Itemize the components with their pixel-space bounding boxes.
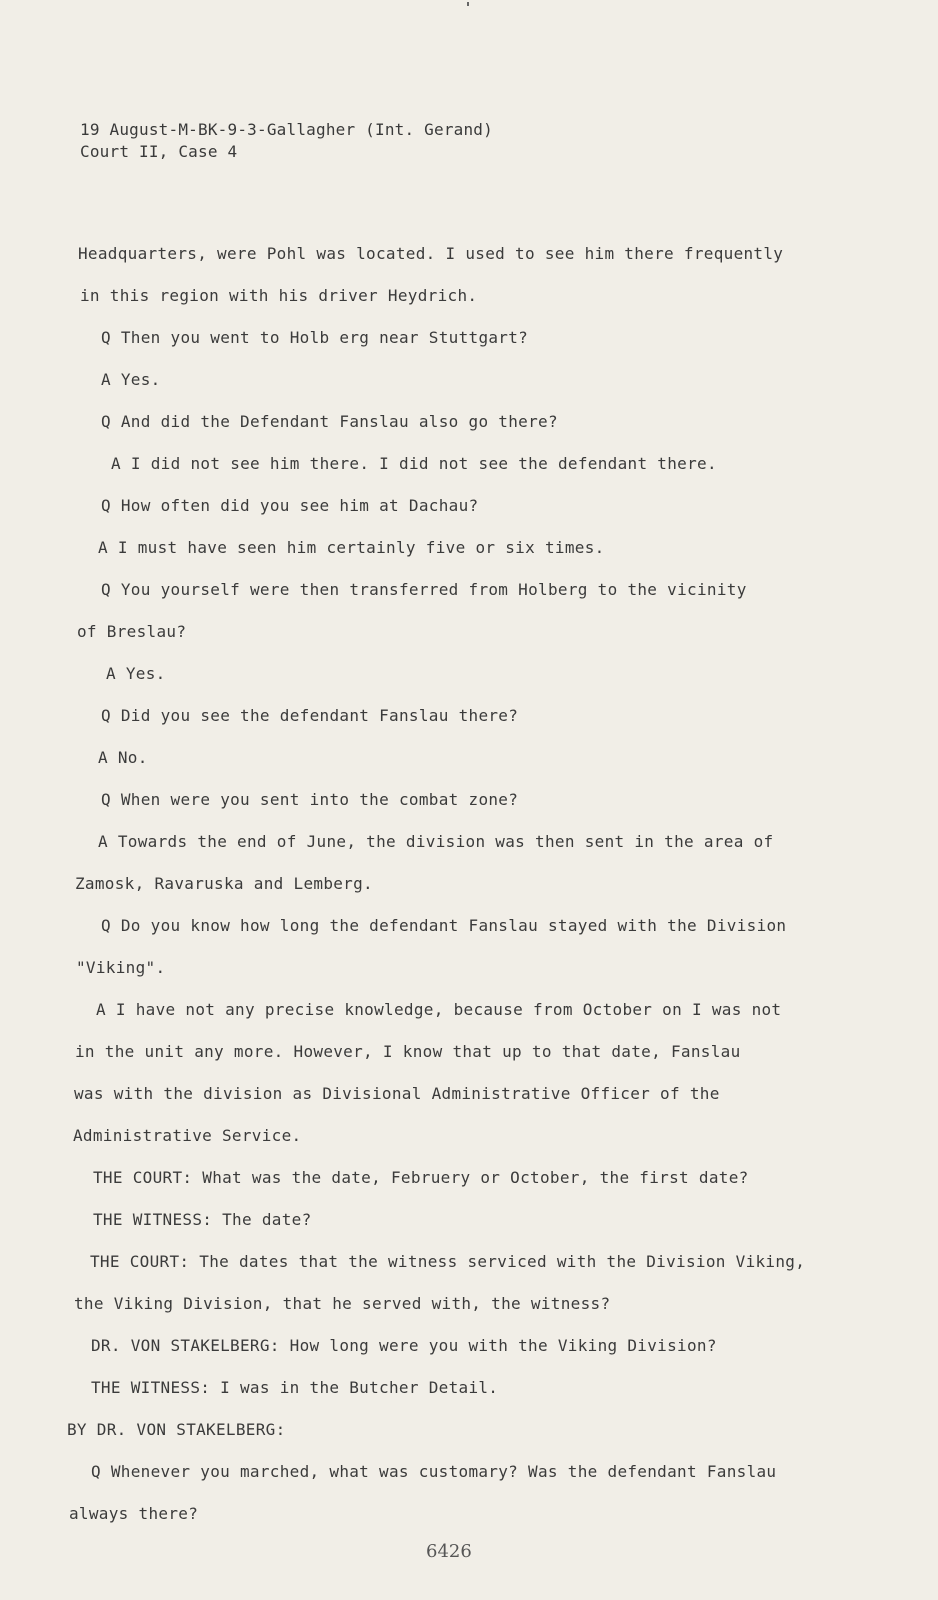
- scan-mark: [467, 2, 469, 6]
- transcript-line: Q When were you sent into the combat zone?: [101, 790, 519, 809]
- document-header: [80, 119, 493, 163]
- transcript-line: Headquarters, were Pohl was located. I used to see him there frequently: [78, 244, 784, 263]
- transcript-line: Zamosk, Ravaruska and Lemberg.: [75, 874, 373, 893]
- transcript-line: of Breslau?: [77, 622, 187, 641]
- transcript-line: Q Whenever you marched, what was customary? Was the defendant Fanslau: [91, 1462, 777, 1481]
- transcript-line: BY DR. VON STAKELBERG:: [67, 1420, 286, 1439]
- transcript-line: the Viking Division, that he served with, the witness?: [74, 1294, 611, 1313]
- transcript-line: Q Then you went to Holb erg near Stuttgart?: [101, 328, 529, 347]
- transcript-line: "Viking".: [76, 958, 166, 977]
- transcript-line: was with the division as Divisional Administrative Officer of the: [74, 1084, 720, 1103]
- transcript-line: Q Do you know how long the defendant Fanslau stayed with the Division: [101, 916, 787, 935]
- transcript-line: A No.: [98, 748, 148, 767]
- transcript-line: A Yes.: [101, 370, 161, 389]
- transcript-line: Q You yourself were then transferred from Holberg to the vicinity: [101, 580, 747, 599]
- transcript-line: THE COURT: The dates that the witness serviced with the Division Viking,: [90, 1252, 806, 1271]
- transcript-line: THE WITNESS: The date?: [93, 1210, 312, 1229]
- transcript-line: Q How often did you see him at Dachau?: [101, 496, 479, 515]
- transcript-line: Q And did the Defendant Fanslau also go there?: [101, 412, 558, 431]
- transcript-line: A I must have seen him certainly five or six times.: [98, 538, 605, 557]
- transcript-line: A I have not any precise knowledge, because from October on I was not: [96, 1000, 782, 1019]
- transcript-line: always there?: [69, 1504, 199, 1523]
- page-number: 6426: [426, 1541, 472, 1562]
- transcript-line: A Yes.: [106, 664, 166, 683]
- transcript-line: THE COURT: What was the date, Februery or October, the first date?: [93, 1168, 749, 1187]
- header-line-2: Court II, Case 4: [80, 142, 238, 161]
- transcript-line: THE WITNESS: I was in the Butcher Detail.: [91, 1378, 499, 1397]
- header-line-1: 19 August-M-BK-9-3-Gallagher (Int. Gerand): [80, 120, 493, 139]
- transcript-line: Administrative Service.: [73, 1126, 302, 1145]
- transcript-line: A Towards the end of June, the division was then sent in the area of: [98, 832, 774, 851]
- transcript-line: in the unit any more. However, I know that up to that date, Fanslau: [75, 1042, 741, 1061]
- transcript-line: in this region with his driver Heydrich.: [80, 286, 478, 305]
- transcript-line: A I did not see him there. I did not see the defendant there.: [111, 454, 717, 473]
- transcript-line: DR. VON STAKELBERG: How long were you with the Viking Division?: [91, 1336, 717, 1355]
- transcript-line: Q Did you see the defendant Fanslau there?: [101, 706, 519, 725]
